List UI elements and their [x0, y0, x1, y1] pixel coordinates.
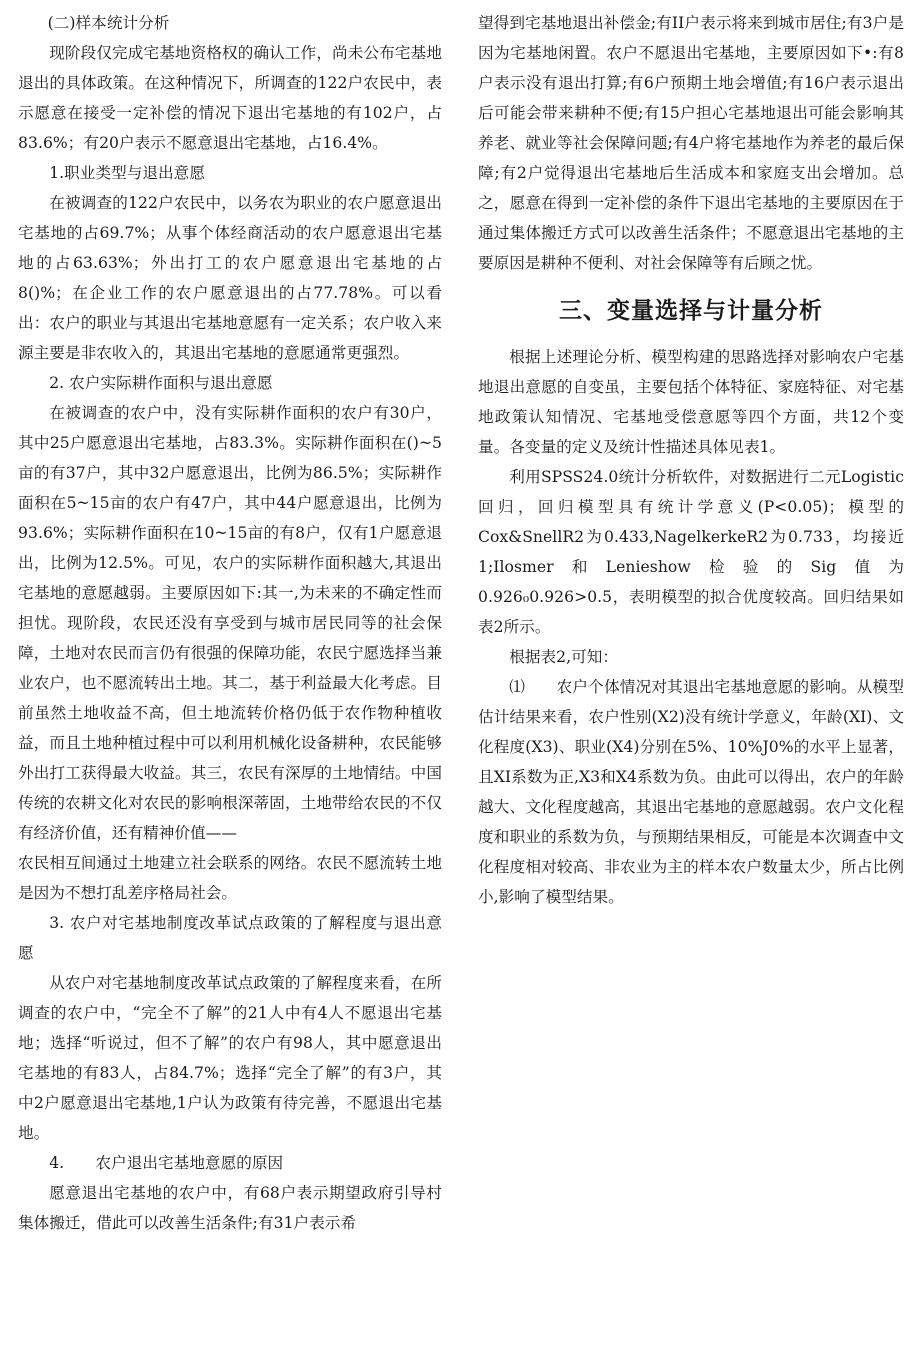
regression-paragraph: 利用SPSS24.0统计分析软件，对数据进行二元Logistic回归，回归模型具有统计学意义(P<0.05)；模型的Cox&SnellR2为0.433,NagelkerkeR2为0.733，均接近1;Ilosmer和Lenieshow检验的Sig值为0.926₀0.926>0.5，表明模型的拟合优度较高。回归结果如表2所示。: [478, 468, 904, 636]
farmland-paragraph-continued: 农民相互间通过土地建立社会联系的网络。农民不愿流转土地是因为不想打乱差序格局社会。: [18, 854, 442, 902]
subsection-title-policy-awareness: 3. 农户对宅基地制度改革试点政策的了解程度与退出意愿: [18, 914, 442, 962]
right-column: [478, 8, 904, 912]
intro-paragraph: 现阶段仅完成宅基地资格权的确认工作，尚未公布宅基地退出的具体政策。在这种情况下，所调查的122户农民中，表示愿意在接受一定补偿的情况下退出宅基地的有102户，占83.6%；有20户表示不愿意退出宅基地，占16.4%。: [18, 44, 442, 152]
reasons-paragraph-continued: 望得到宅基地退出补偿金;有II户表示将来到城市居住;有3户是因为宅基地闲置。农户不愿退出宅基地，主要原因如下•:有8户表示没有退出打算;有6户预期土地会增值;有16户表示退出后可能会带来耕种不便;有15户担心宅基地退出可能会影响其养老、就业等社会保障问题;有4户将宅基地作为养老的最后保障;有2户觉得退出宅基地后生活成本和家庭支出会增加。总之，愿意在得到一定补偿的条件下退出宅基地的主要原因在于通过集体搬迁方式可以改善生活条件；不愿意退出宅基地的主要原因是耕种不便利、对社会保障等有后顾之忧。: [478, 14, 904, 272]
section-heading-variables: 三、变量选择与计量分析: [559, 298, 823, 324]
farmland-paragraph: 在被调查的农户中，没有实际耕作面积的农户有30户，其中25户愿意退出宅基地，占83.3%。实际耕作面积在()~5亩的有37户，其中32户愿意退出，比例为86.5%；实际耕作面积在5~15亩的农户有47户，其中44户愿意退出，比例为93.6%；实际耕作面积在10~15亩的有8户，仅有1户愿意退出，比例为12.5%。可见，农户的实际耕作面积越大,其退出宅基地的意愿越弱。主要原因如下:其一,为未来的不确定性而担忧。现阶段，农民还没有享受到与城市居民同等的社会保障，土地对农民而言仍有很强的保障功能，农民宁愿选择当兼业农户，也不愿流转出土地。其二，基于利益最大化考虑。目前虽然土地收益不高，但土地流转价格仍低于农作物种植收益，而且土地种植过程中可以利用机械化设备耕种，农民能够外出打工获得最大收益。其三，农民有深厚的土地情结。中国传统的农耕文化对农民的影响根深蒂固，土地带给农民的不仅有经济价值，还有精神价值——: [18, 404, 442, 842]
variables-paragraph: 根据上述理论分析、模型构建的思路选择对影响农户宅基地退出意愿的自变虽，主要包括个体特征、家庭特征、对宅基地政策认知情况、宅基地受偿意愿等四个方面，共12个变量。各变量的定义及统计性描述具体见表1。: [478, 348, 904, 456]
occupation-paragraph: 在被调查的122户农民中，以务农为职业的农户愿意退出宅基地的占69.7%；从事个体经商活动的农户愿意退出宅基地的占63.63%；外出打工的农户愿意退出宅基地的占8()%；在企业工作的农户愿意退出的占77.78%。可以看出：农户的职业与其退出宅基地意愿有一定关系；农户收入来源主要是非农收入的，其退出宅基地的意愿通常更强烈。: [18, 194, 442, 362]
left-column: [18, 8, 442, 1238]
policy-awareness-paragraph: 从农户对宅基地制度改革试点政策的了解程度来看，在所调查的农户中，“完全不了解”的21人中有4人不愿退出宅基地；选择“听说过，但不了解”的农户有98人，其中愿意退出宅基地的有83人，占84.7%；选择“完全了解”的有3户，其中2户愿意退出宅基地,1户认为政策有待完善，不愿退出宅基地。: [18, 974, 442, 1142]
subsection-title-reasons: 4. 农户退出宅基地意愿的原因: [49, 1154, 284, 1172]
subsection-title-farmland: 2. 农户实际耕作面积与退出意愿: [49, 374, 273, 392]
individual-factors-paragraph: ⑴ 农户个体情况对其退出宅基地意愿的影响。从模型估计结果来看，农户性别(X2)没有统计学意义，年龄(XI)、文化程度(X3)、职业(X4)分别在5%、10%J0%的水平上显著，且XI系数为正,X3和X4系数为负。由此可以得出，农户的年龄越大、文化程度越高，其退出宅基地的意愿越弱。农户文化程度和职业的系数为负，与预期结果相反，可能是本次调查中文化程度相对较高、非农业为主的样本农户数量太少，所占比例小,影响了模型结果。: [478, 678, 904, 906]
reasons-paragraph: 愿意退出宅基地的农户中，有68户表示期望政府引导村集体搬迁，借此可以改善生活条件;有31户表示希: [18, 1184, 442, 1232]
subsection-title-occupation: 1.职业类型与退出意愿: [49, 164, 205, 182]
table2-intro: 根据表2,可知：: [509, 648, 619, 666]
section-heading-sample-stats: (二)样本统计分析: [47, 14, 170, 32]
